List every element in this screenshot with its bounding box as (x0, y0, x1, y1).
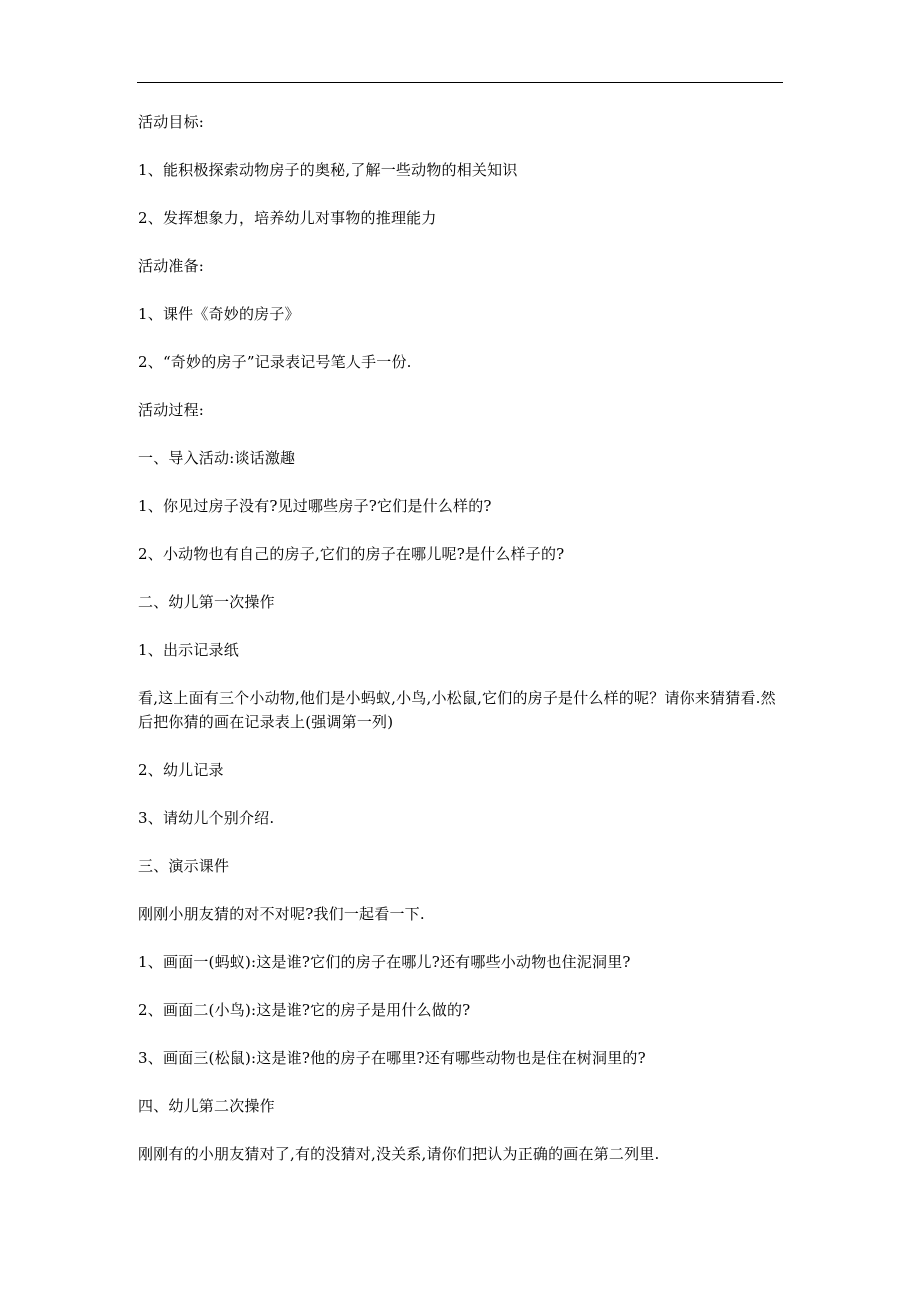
process-step-2-description: 看,这上面有三个小动物,他们是小蚂蚁,小鸟,小松鼠,它们的房子是什么样的呢？请你来猜猜看.然后把你猜的画在记录表上(强调第一列) (138, 689, 776, 731)
process-step-2-item-1: 1、出示记录纸 (138, 641, 239, 659)
process-step-3-item-2: 2、画面二(小鸟):这是谁?它的房子是用什么做的? (138, 1001, 471, 1019)
process-step-4-description: 刚刚有的小朋友猜对了,有的没猜对,没关系,请你们把认为正确的画在第二列里. (138, 1145, 660, 1163)
process-step-1-item-1: 1、你见过房子没有?见过哪些房子?它们是什么样的? (138, 497, 492, 515)
process-step-4-heading: 四、幼儿第二次操作 (138, 1097, 275, 1115)
process-step-2-item-3: 3、请幼儿个别介绍. (138, 809, 275, 827)
process-step-3-item-3: 3、画面三(松鼠):这是谁?他的房子在哪里?还有哪些动物也是住在树洞里的? (138, 1049, 646, 1067)
goal-item-2: 2、发挥想象力，培养幼儿对事物的推理能力 (138, 209, 437, 227)
process-step-1-heading: 一、导入活动:谈话激趣 (138, 449, 296, 467)
preparation-item-2: 2、“奇妙的房子”记录表记号笔人手一份. (138, 353, 412, 371)
document-body (138, 110, 784, 1190)
section-heading-preparation: 活动准备: (138, 257, 205, 275)
preparation-item-1: 1、课件《奇妙的房子》 (138, 305, 300, 323)
process-step-2-heading: 二、幼儿第一次操作 (138, 593, 275, 611)
process-step-1-item-2: 2、小动物也有自己的房子,它们的房子在哪儿呢?是什么样子的? (138, 545, 565, 563)
process-step-3-intro: 刚刚小朋友猜的对不对呢?我们一起看一下. (138, 905, 425, 923)
section-heading-process: 活动过程: (138, 401, 205, 419)
header-rule (137, 82, 783, 83)
process-step-3-heading: 三、演示课件 (138, 857, 230, 875)
process-step-2-item-2: 2、幼儿记录 (138, 761, 224, 779)
goal-item-1: 1、能积极探索动物房子的奥秘,了解一些动物的相关知识 (138, 161, 518, 179)
process-step-3-item-1: 1、画面一(蚂蚁):这是谁?它们的房子在哪儿?还有哪些小动物也住泥洞里? (138, 953, 631, 971)
section-heading-goals: 活动目标: (138, 113, 205, 131)
